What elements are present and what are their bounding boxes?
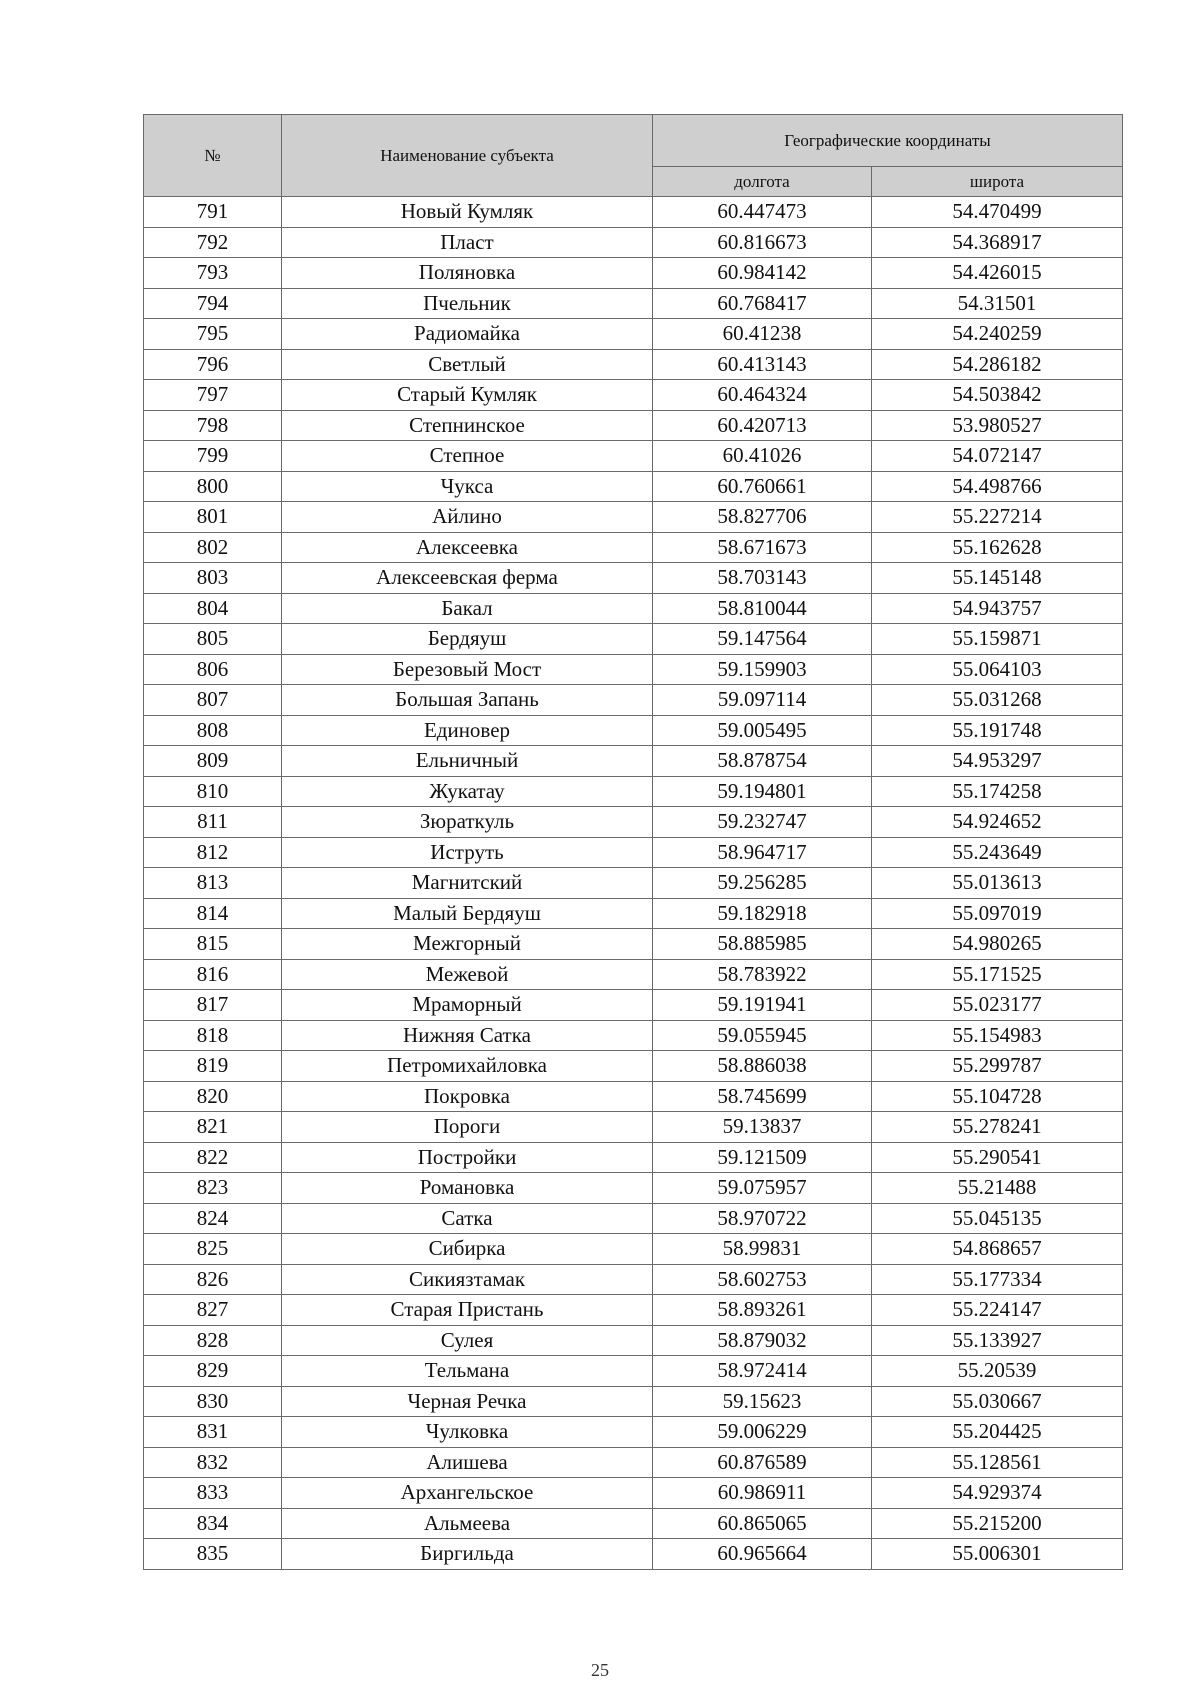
cell-name: Альмеева (282, 1508, 653, 1539)
table-row (144, 1234, 1123, 1265)
cell-number: 805 (144, 624, 282, 655)
table-row (144, 1051, 1123, 1082)
table-row (144, 593, 1123, 624)
cell-name: Степнинское (282, 410, 653, 441)
cell-number: 795 (144, 319, 282, 350)
table-row (144, 1173, 1123, 1204)
cell-longitude: 59.097114 (653, 685, 872, 716)
cell-name: Межевой (282, 959, 653, 990)
cell-latitude: 55.064103 (872, 654, 1123, 685)
cell-number: 799 (144, 441, 282, 472)
cell-latitude: 55.204425 (872, 1417, 1123, 1448)
cell-number: 816 (144, 959, 282, 990)
cell-latitude: 54.929374 (872, 1478, 1123, 1509)
table-row (144, 959, 1123, 990)
cell-latitude: 55.290541 (872, 1142, 1123, 1173)
cell-longitude: 60.986911 (653, 1478, 872, 1509)
table-row (144, 1447, 1123, 1478)
cell-longitude: 58.783922 (653, 959, 872, 990)
cell-longitude: 60.760661 (653, 471, 872, 502)
cell-latitude: 54.072147 (872, 441, 1123, 472)
cell-longitude: 58.827706 (653, 502, 872, 533)
table-body (144, 197, 1123, 1570)
cell-name: Айлино (282, 502, 653, 533)
cell-longitude: 59.159903 (653, 654, 872, 685)
cell-latitude: 55.159871 (872, 624, 1123, 655)
cell-longitude: 59.121509 (653, 1142, 872, 1173)
table-row (144, 715, 1123, 746)
cell-latitude: 55.174258 (872, 776, 1123, 807)
cell-name: Магнитский (282, 868, 653, 899)
cell-number: 817 (144, 990, 282, 1021)
cell-longitude: 58.703143 (653, 563, 872, 594)
cell-name: Степное (282, 441, 653, 472)
page-number: 25 (591, 1660, 609, 1680)
cell-number: 830 (144, 1386, 282, 1417)
cell-number: 794 (144, 288, 282, 319)
cell-latitude: 54.498766 (872, 471, 1123, 502)
cell-name: Нижняя Сатка (282, 1020, 653, 1051)
cell-latitude: 55.177334 (872, 1264, 1123, 1295)
cell-latitude: 54.503842 (872, 380, 1123, 411)
cell-number: 829 (144, 1356, 282, 1387)
table-row (144, 929, 1123, 960)
cell-latitude: 54.924652 (872, 807, 1123, 838)
cell-number: 811 (144, 807, 282, 838)
cell-number: 820 (144, 1081, 282, 1112)
cell-latitude: 54.31501 (872, 288, 1123, 319)
cell-longitude: 59.232747 (653, 807, 872, 838)
cell-latitude: 55.045135 (872, 1203, 1123, 1234)
table-row (144, 1020, 1123, 1051)
cell-number: 802 (144, 532, 282, 563)
cell-name: Радиомайка (282, 319, 653, 350)
cell-longitude: 59.055945 (653, 1020, 872, 1051)
table-row (144, 1112, 1123, 1143)
cell-latitude: 54.286182 (872, 349, 1123, 380)
cell-name: Сулея (282, 1325, 653, 1356)
cell-number: 809 (144, 746, 282, 777)
cell-longitude: 59.15623 (653, 1386, 872, 1417)
cell-name: Березовый Мост (282, 654, 653, 685)
cell-latitude: 55.023177 (872, 990, 1123, 1021)
cell-latitude: 54.953297 (872, 746, 1123, 777)
cell-latitude: 55.299787 (872, 1051, 1123, 1082)
cell-latitude: 55.104728 (872, 1081, 1123, 1112)
cell-number: 806 (144, 654, 282, 685)
cell-latitude: 55.227214 (872, 502, 1123, 533)
table-row (144, 471, 1123, 502)
cell-latitude: 54.943757 (872, 593, 1123, 624)
cell-number: 808 (144, 715, 282, 746)
table-row (144, 1356, 1123, 1387)
cell-name: Чукса (282, 471, 653, 502)
table-row (144, 1203, 1123, 1234)
table-row (144, 898, 1123, 929)
cell-name: Иструть (282, 837, 653, 868)
cell-name: Тельмана (282, 1356, 653, 1387)
cell-number: 801 (144, 502, 282, 533)
cell-latitude: 55.224147 (872, 1295, 1123, 1326)
table-row (144, 1417, 1123, 1448)
table-row (144, 1478, 1123, 1509)
cell-number: 831 (144, 1417, 282, 1448)
table-row (144, 990, 1123, 1021)
cell-name: Алишева (282, 1447, 653, 1478)
table-row (144, 319, 1123, 350)
cell-latitude: 54.980265 (872, 929, 1123, 960)
cell-latitude: 55.243649 (872, 837, 1123, 868)
cell-name: Сикиязтамак (282, 1264, 653, 1295)
cell-longitude: 58.885985 (653, 929, 872, 960)
cell-longitude: 58.893261 (653, 1295, 872, 1326)
table-row (144, 868, 1123, 899)
cell-latitude: 53.980527 (872, 410, 1123, 441)
table-row (144, 837, 1123, 868)
cell-longitude: 58.972414 (653, 1356, 872, 1387)
cell-name: Ельничный (282, 746, 653, 777)
cell-latitude: 55.20539 (872, 1356, 1123, 1387)
cell-name: Жукатау (282, 776, 653, 807)
cell-name: Сибирка (282, 1234, 653, 1265)
cell-latitude: 54.240259 (872, 319, 1123, 350)
cell-number: 833 (144, 1478, 282, 1509)
cell-latitude: 55.133927 (872, 1325, 1123, 1356)
table-row (144, 532, 1123, 563)
cell-name: Поляновка (282, 258, 653, 289)
table-row (144, 1508, 1123, 1539)
cell-name: Светлый (282, 349, 653, 380)
table-row (144, 410, 1123, 441)
cell-longitude: 60.447473 (653, 197, 872, 228)
cell-name: Бакал (282, 593, 653, 624)
cell-name: Большая Запань (282, 685, 653, 716)
cell-name: Малый Бердяуш (282, 898, 653, 929)
cell-latitude: 54.368917 (872, 227, 1123, 258)
cell-number: 810 (144, 776, 282, 807)
header-number: № (144, 115, 282, 197)
cell-latitude: 55.145148 (872, 563, 1123, 594)
table-row (144, 654, 1123, 685)
cell-name: Новый Кумляк (282, 197, 653, 228)
cell-number: 819 (144, 1051, 282, 1082)
table-row (144, 776, 1123, 807)
cell-name: Романовка (282, 1173, 653, 1204)
cell-latitude: 55.006301 (872, 1539, 1123, 1570)
cell-number: 826 (144, 1264, 282, 1295)
cell-name: Алексеевка (282, 532, 653, 563)
cell-name: Архангельское (282, 1478, 653, 1509)
table-row (144, 1142, 1123, 1173)
cell-name: Петромихайловка (282, 1051, 653, 1082)
cell-number: 835 (144, 1539, 282, 1570)
cell-number: 815 (144, 929, 282, 960)
table-row (144, 807, 1123, 838)
cell-name: Единовер (282, 715, 653, 746)
cell-name: Постройки (282, 1142, 653, 1173)
header-name: Наименование субъекта (282, 115, 653, 197)
cell-name: Мраморный (282, 990, 653, 1021)
table-row (144, 1295, 1123, 1326)
cell-longitude: 60.413143 (653, 349, 872, 380)
cell-latitude: 55.154983 (872, 1020, 1123, 1051)
cell-name: Старый Кумляк (282, 380, 653, 411)
table-row (144, 624, 1123, 655)
table-row (144, 563, 1123, 594)
table-row (144, 1081, 1123, 1112)
cell-number: 827 (144, 1295, 282, 1326)
cell-longitude: 59.191941 (653, 990, 872, 1021)
table-row (144, 197, 1123, 228)
cell-number: 807 (144, 685, 282, 716)
header-coordinates: Географические координаты (653, 115, 1123, 167)
cell-latitude: 54.470499 (872, 197, 1123, 228)
table-row (144, 258, 1123, 289)
table-row (144, 441, 1123, 472)
cell-latitude: 54.868657 (872, 1234, 1123, 1265)
cell-latitude: 55.162628 (872, 532, 1123, 563)
cell-name: Алексеевская ферма (282, 563, 653, 594)
cell-name: Сатка (282, 1203, 653, 1234)
cell-longitude: 59.182918 (653, 898, 872, 929)
cell-longitude: 58.810044 (653, 593, 872, 624)
cell-longitude: 60.768417 (653, 288, 872, 319)
table-header (144, 115, 1123, 197)
cell-name: Черная Речка (282, 1386, 653, 1417)
cell-longitude: 59.005495 (653, 715, 872, 746)
cell-number: 814 (144, 898, 282, 929)
cell-latitude: 55.013613 (872, 868, 1123, 899)
cell-number: 798 (144, 410, 282, 441)
cell-latitude: 55.128561 (872, 1447, 1123, 1478)
table-row (144, 288, 1123, 319)
cell-longitude: 59.006229 (653, 1417, 872, 1448)
cell-longitude: 58.602753 (653, 1264, 872, 1295)
cell-longitude: 58.878754 (653, 746, 872, 777)
cell-latitude: 55.191748 (872, 715, 1123, 746)
cell-name: Межгорный (282, 929, 653, 960)
cell-name: Бердяуш (282, 624, 653, 655)
table-row (144, 1264, 1123, 1295)
table-row (144, 685, 1123, 716)
cell-longitude: 60.816673 (653, 227, 872, 258)
cell-longitude: 58.964717 (653, 837, 872, 868)
cell-longitude: 60.876589 (653, 1447, 872, 1478)
table-row (144, 746, 1123, 777)
cell-longitude: 59.256285 (653, 868, 872, 899)
table-row (144, 1386, 1123, 1417)
cell-longitude: 60.420713 (653, 410, 872, 441)
cell-name: Пчельник (282, 288, 653, 319)
cell-latitude: 55.171525 (872, 959, 1123, 990)
header-longitude: долгота (653, 167, 872, 197)
cell-number: 821 (144, 1112, 282, 1143)
cell-longitude: 58.879032 (653, 1325, 872, 1356)
cell-number: 812 (144, 837, 282, 868)
table-row (144, 1539, 1123, 1570)
cell-number: 823 (144, 1173, 282, 1204)
cell-longitude: 60.984142 (653, 258, 872, 289)
cell-name: Старая Пристань (282, 1295, 653, 1326)
cell-longitude: 58.99831 (653, 1234, 872, 1265)
cell-number: 822 (144, 1142, 282, 1173)
cell-latitude: 55.215200 (872, 1508, 1123, 1539)
cell-longitude: 60.41026 (653, 441, 872, 472)
cell-number: 804 (144, 593, 282, 624)
cell-longitude: 60.965664 (653, 1539, 872, 1570)
cell-latitude: 55.097019 (872, 898, 1123, 929)
cell-number: 796 (144, 349, 282, 380)
cell-longitude: 59.075957 (653, 1173, 872, 1204)
cell-name: Чулковка (282, 1417, 653, 1448)
cell-number: 818 (144, 1020, 282, 1051)
cell-longitude: 59.147564 (653, 624, 872, 655)
table-row (144, 349, 1123, 380)
cell-number: 828 (144, 1325, 282, 1356)
cell-longitude: 58.671673 (653, 532, 872, 563)
cell-longitude: 58.886038 (653, 1051, 872, 1082)
table-row (144, 502, 1123, 533)
cell-latitude: 55.21488 (872, 1173, 1123, 1204)
cell-number: 832 (144, 1447, 282, 1478)
cell-longitude: 60.464324 (653, 380, 872, 411)
cell-name: Покровка (282, 1081, 653, 1112)
cell-name: Зюраткуль (282, 807, 653, 838)
cell-latitude: 55.278241 (872, 1112, 1123, 1143)
cell-name: Пласт (282, 227, 653, 258)
table-row (144, 380, 1123, 411)
cell-number: 797 (144, 380, 282, 411)
coordinates-table (143, 114, 1123, 1570)
cell-name: Биргильда (282, 1539, 653, 1570)
cell-number: 825 (144, 1234, 282, 1265)
cell-number: 803 (144, 563, 282, 594)
cell-name: Пороги (282, 1112, 653, 1143)
cell-latitude: 55.031268 (872, 685, 1123, 716)
cell-number: 800 (144, 471, 282, 502)
table-row (144, 227, 1123, 258)
cell-number: 793 (144, 258, 282, 289)
table-row (144, 1325, 1123, 1356)
cell-number: 791 (144, 197, 282, 228)
cell-number: 834 (144, 1508, 282, 1539)
cell-longitude: 60.41238 (653, 319, 872, 350)
cell-longitude: 58.970722 (653, 1203, 872, 1234)
cell-latitude: 54.426015 (872, 258, 1123, 289)
cell-longitude: 60.865065 (653, 1508, 872, 1539)
cell-longitude: 59.13837 (653, 1112, 872, 1143)
cell-number: 824 (144, 1203, 282, 1234)
cell-longitude: 59.194801 (653, 776, 872, 807)
cell-number: 792 (144, 227, 282, 258)
cell-longitude: 58.745699 (653, 1081, 872, 1112)
cell-number: 813 (144, 868, 282, 899)
cell-latitude: 55.030667 (872, 1386, 1123, 1417)
header-latitude: широта (872, 167, 1123, 197)
